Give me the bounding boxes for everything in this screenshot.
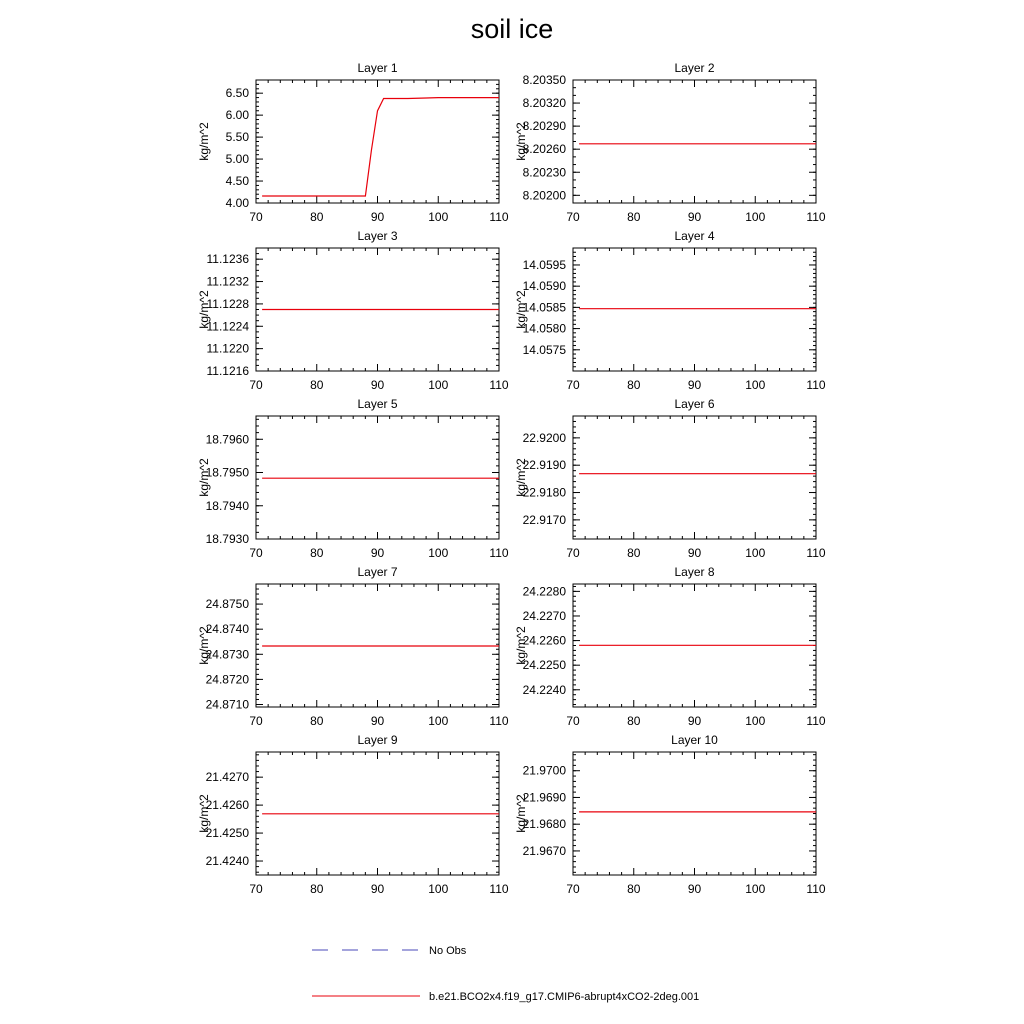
chart-panel-10 (514, 733, 826, 896)
chart-panel-5 (197, 397, 509, 560)
x-tick-label: 100 (745, 210, 766, 224)
x-tick-label: 100 (428, 882, 449, 896)
y-tick-label: 24.2280 (522, 584, 566, 599)
plot-frame (573, 248, 816, 371)
y-axis-label: kg/m^2 (197, 122, 211, 161)
x-tick-label: 100 (745, 882, 766, 896)
y-axis-label: kg/m^2 (514, 794, 528, 833)
x-tick-label: 80 (627, 378, 641, 392)
y-tick-label: 4.00 (225, 196, 249, 210)
x-tick-label: 80 (310, 546, 324, 560)
y-tick-label: 21.4270 (205, 770, 249, 785)
panel-title: Layer 2 (674, 61, 715, 75)
y-tick-label: 5.50 (225, 130, 249, 145)
y-tick-label: 24.2260 (522, 633, 566, 648)
x-tick-label: 80 (627, 210, 641, 224)
y-tick-label: 24.2250 (522, 658, 566, 673)
plot-frame (256, 416, 499, 539)
y-tick-label: 18.7950 (205, 465, 249, 480)
y-tick-label: 24.8740 (205, 622, 249, 637)
x-tick-label: 100 (745, 546, 766, 560)
y-tick-label: 22.9180 (522, 485, 566, 500)
x-tick-label: 90 (687, 378, 702, 392)
x-tick-label: 100 (428, 714, 449, 728)
y-axis-label: kg/m^2 (514, 458, 528, 497)
plot-frame (573, 416, 816, 539)
x-tick-label: 90 (370, 210, 385, 224)
panel-title: Layer 5 (357, 397, 398, 411)
panel-title: Layer 4 (674, 229, 715, 243)
x-tick-label: 70 (249, 546, 263, 560)
y-axis-label: kg/m^2 (514, 290, 528, 329)
y-tick-label: 21.4240 (205, 854, 249, 869)
x-tick-label: 80 (310, 210, 324, 224)
y-tick-label: 21.9700 (522, 763, 566, 778)
y-tick-label: 8.20350 (522, 73, 566, 87)
y-tick-label: 14.0575 (522, 342, 566, 357)
y-tick-label: 8.20230 (522, 165, 566, 180)
y-tick-label: 21.4250 (205, 826, 249, 841)
x-tick-label: 80 (627, 882, 641, 896)
y-tick-label: 24.8750 (205, 597, 249, 612)
plot-frame (256, 80, 499, 203)
panel-title: Layer 8 (674, 565, 715, 579)
y-tick-label: 11.1228 (206, 296, 249, 311)
panel-title: Layer 9 (357, 733, 398, 747)
plot-frame (573, 752, 816, 875)
x-tick-label: 100 (428, 210, 449, 224)
chart-panel-1 (197, 61, 509, 224)
x-tick-label: 90 (687, 546, 702, 560)
y-axis-label: kg/m^2 (514, 122, 528, 161)
x-tick-label: 110 (489, 210, 509, 224)
y-tick-label: 8.20260 (522, 142, 566, 157)
y-tick-label: 21.4260 (205, 798, 249, 813)
x-tick-label: 110 (806, 210, 826, 224)
x-tick-label: 80 (310, 714, 324, 728)
chart-panel-9 (197, 733, 509, 896)
x-tick-label: 90 (687, 714, 702, 728)
chart-panel-3 (197, 229, 509, 392)
x-tick-label: 90 (687, 210, 702, 224)
y-axis-label: kg/m^2 (197, 290, 211, 329)
y-tick-label: 14.0595 (522, 257, 566, 272)
x-tick-label: 110 (489, 378, 509, 392)
x-tick-label: 110 (489, 714, 509, 728)
x-tick-label: 70 (249, 378, 263, 392)
y-tick-label: 6.50 (225, 86, 249, 101)
plot-frame (573, 80, 816, 203)
x-tick-label: 90 (370, 546, 385, 560)
y-tick-label: 22.9200 (522, 430, 566, 445)
panel-title: Layer 3 (357, 229, 398, 243)
x-tick-label: 80 (310, 378, 324, 392)
x-tick-label: 90 (370, 714, 385, 728)
x-tick-label: 100 (745, 714, 766, 728)
legend-label: No Obs (429, 945, 467, 957)
y-tick-label: 14.0580 (522, 321, 566, 336)
chart-panel-2 (514, 61, 826, 224)
y-tick-label: 14.0590 (522, 279, 566, 294)
legend (312, 945, 699, 1003)
x-tick-label: 70 (249, 882, 263, 896)
y-axis-label: kg/m^2 (197, 794, 211, 833)
y-tick-label: 11.1220 (206, 341, 249, 356)
y-tick-label: 4.50 (225, 174, 249, 189)
y-tick-label: 11.1236 (206, 252, 249, 267)
x-tick-label: 100 (428, 546, 449, 560)
y-tick-label: 6.00 (225, 108, 249, 123)
legend-label: b.e21.BCO2x4.f19_g17.CMIP6-abrupt4xCO2-2deg.001 (429, 991, 700, 1003)
x-tick-label: 70 (566, 210, 580, 224)
y-tick-label: 11.1224 (206, 319, 249, 334)
y-tick-label: 18.7940 (205, 498, 249, 513)
y-axis-label: kg/m^2 (197, 458, 211, 497)
y-axis-label: kg/m^2 (197, 626, 211, 665)
x-tick-label: 90 (370, 882, 385, 896)
x-tick-label: 110 (806, 546, 826, 560)
y-axis-label: kg/m^2 (514, 626, 528, 665)
y-tick-label: 11.1216 (206, 364, 249, 378)
panel-title: Layer 10 (671, 733, 718, 747)
y-tick-label: 22.9170 (522, 512, 566, 527)
y-tick-label: 8.20200 (522, 188, 566, 203)
x-tick-label: 100 (428, 378, 449, 392)
series-line (262, 98, 499, 196)
x-tick-label: 110 (489, 882, 509, 896)
panel-title: Layer 1 (357, 61, 398, 75)
y-tick-label: 14.0585 (522, 300, 566, 315)
x-tick-label: 80 (627, 714, 641, 728)
x-tick-label: 110 (806, 378, 826, 392)
y-tick-label: 24.2240 (522, 682, 566, 697)
y-tick-label: 5.00 (225, 152, 249, 167)
y-tick-label: 21.9690 (522, 790, 566, 805)
x-tick-label: 110 (806, 882, 826, 896)
x-tick-label: 110 (806, 714, 826, 728)
x-tick-label: 110 (489, 546, 509, 560)
chart-panel-8 (514, 565, 826, 728)
y-tick-label: 21.9680 (522, 817, 566, 832)
x-tick-label: 70 (566, 882, 580, 896)
y-tick-label: 24.2270 (522, 608, 566, 623)
y-tick-label: 24.8730 (205, 647, 249, 662)
figure-title: soil ice (470, 14, 554, 44)
y-tick-label: 22.9190 (522, 458, 566, 473)
x-tick-label: 100 (745, 378, 766, 392)
y-tick-label: 18.7960 (205, 432, 249, 447)
x-tick-label: 70 (566, 378, 580, 392)
x-tick-label: 70 (249, 210, 263, 224)
y-tick-label: 18.7930 (205, 532, 249, 546)
x-tick-label: 90 (687, 882, 702, 896)
x-tick-label: 90 (370, 378, 385, 392)
y-tick-label: 24.8710 (205, 697, 249, 712)
x-tick-label: 70 (566, 546, 580, 560)
y-tick-label: 24.8720 (205, 672, 249, 687)
y-tick-label: 11.1232 (206, 274, 249, 289)
panel-title: Layer 7 (357, 565, 398, 579)
x-tick-label: 80 (627, 546, 641, 560)
x-tick-label: 70 (249, 714, 263, 728)
chart-panel-6 (514, 397, 826, 560)
y-tick-label: 21.9670 (522, 843, 566, 858)
y-tick-label: 8.20320 (522, 96, 566, 111)
y-tick-label: 8.20290 (522, 119, 566, 134)
x-tick-label: 70 (566, 714, 580, 728)
chart-panel-7 (197, 565, 509, 728)
chart-panel-4 (514, 229, 826, 392)
x-tick-label: 80 (310, 882, 324, 896)
panel-title: Layer 6 (674, 397, 715, 411)
